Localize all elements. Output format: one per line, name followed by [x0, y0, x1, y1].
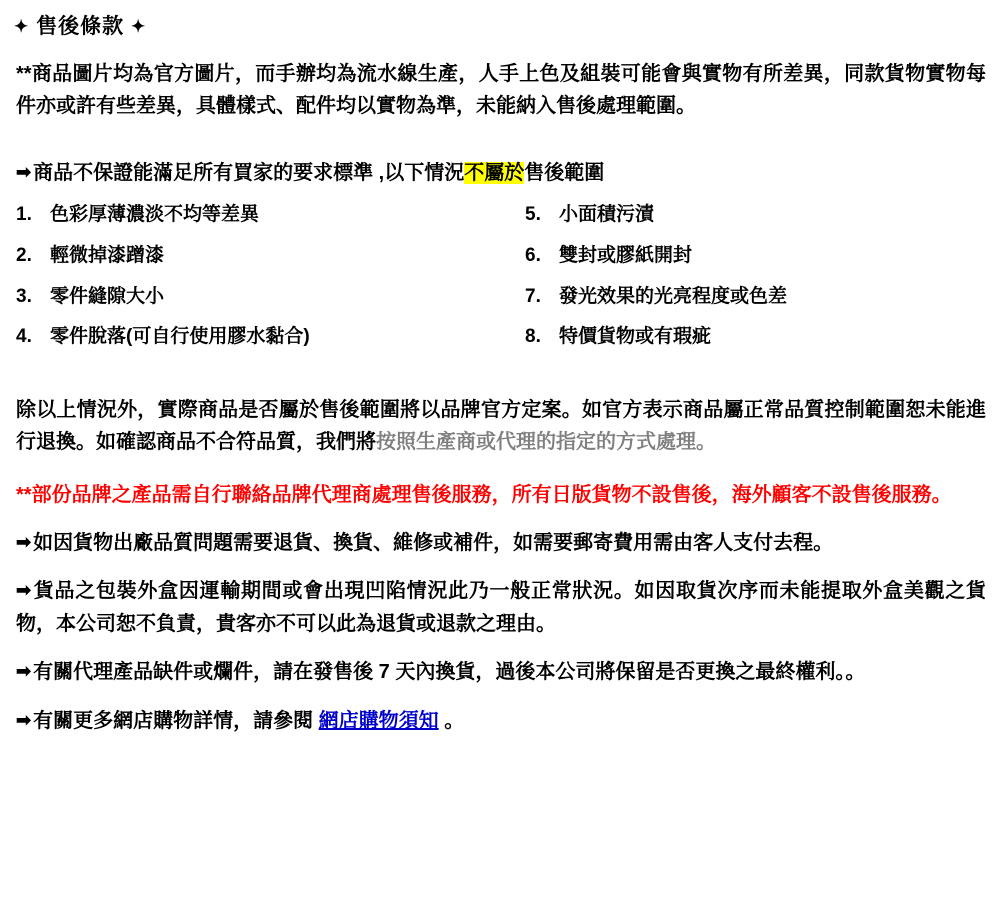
page-title	[14, 10, 1002, 40]
list-item-number: 6.	[525, 244, 541, 266]
list-item-number: 7.	[525, 285, 541, 307]
bullet-more-info-before: 有關更多網店購物詳情，請參閱	[33, 709, 319, 732]
list-item-label: 發光效果的光亮程度或色差	[559, 285, 788, 307]
bullet-more-info	[16, 705, 986, 737]
arrow-right-icon: ➡	[16, 161, 32, 182]
arrow-right-icon: ➡	[16, 532, 32, 553]
exclusion-list-right	[501, 203, 986, 366]
list-item	[525, 203, 986, 228]
list-item-label: 特價貨物或有瑕疵	[559, 326, 712, 348]
exclusion-heading-after: 售後範圍	[524, 161, 605, 184]
list-item-number: 2.	[16, 244, 32, 266]
exclusion-list-left	[16, 203, 501, 366]
list-item	[525, 244, 986, 269]
list-item-label: 小面積污漬	[559, 204, 655, 226]
policy-paragraph	[16, 394, 986, 459]
arrow-right-icon: ➡	[16, 661, 32, 682]
list-item-label: 雙封或膠紙開封	[559, 244, 693, 266]
list-item	[525, 285, 986, 310]
exclusion-heading-highlight: 不屬於	[464, 161, 525, 184]
list-item-number: 3.	[16, 285, 32, 307]
list-item-label: 色彩厚薄濃淡不均等差異	[50, 204, 260, 226]
list-item-number: 8.	[525, 326, 541, 348]
list-item-number: 5.	[525, 204, 541, 226]
bullet-package-condition-text: 貨品之包裝外盒因運輸期間或會出現凹陷情況此乃一般正常狀況。如因取貨次序而未能提取外盒美觀之貨物，本公司恕不負責，貴客亦不可以此為退貨或退款之理由。	[16, 580, 986, 635]
list-item	[16, 244, 501, 269]
document-page	[0, 10, 1002, 902]
policy-paragraph-part2: 按照生產商或代理的指定的方式處理。	[376, 431, 716, 454]
page-title-text: 售後條款	[36, 15, 125, 38]
list-item-label: 零件脫落(可自行使用膠水黏合)	[50, 326, 310, 348]
intro-paragraph: **商品圖片均為官方圖片，而手辦均為流水線生產，人手上色及組裝可能會與實物有所差異，同款貨物實物每件亦或許有些差異，具體樣式、配件均以實物為準，未能納入售後處理範圍。	[16, 63, 986, 118]
list-item	[525, 325, 986, 350]
bullet-shipping-fee-text: 如因貨物出廠品質問題需要退貨、換貨、維修或補件，如需要郵寄費用需由客人支付去程。	[33, 532, 834, 555]
star-left-icon: ✦	[14, 17, 30, 36]
list-item-label: 零件縫隙大小	[50, 285, 165, 307]
bullet-package-condition	[16, 575, 986, 640]
list-item	[16, 325, 501, 350]
list-item-label: 輕微掉漆蹭漆	[50, 244, 165, 266]
list-item-number: 4.	[16, 326, 32, 348]
exclusion-heading	[16, 157, 986, 189]
list-item	[16, 203, 501, 228]
exclusion-lists	[16, 203, 986, 366]
shop-guide-link[interactable]: 網店購物須知	[318, 709, 439, 732]
red-notice: **部份品牌之產品需自行聯絡品牌代理商處理售後服務，所有日版貨物不設售後，海外顧客不設售後服務。	[16, 483, 952, 506]
exclusion-heading-before: 商品不保證能滿足所有買家的要求標準 ,以下情況	[33, 161, 465, 184]
bullet-more-info-after: 。	[438, 709, 465, 732]
bullet-shipping-fee	[16, 527, 986, 559]
arrow-right-icon: ➡	[16, 580, 32, 601]
star-right-icon: ✦	[130, 17, 147, 36]
policy-paragraph-part1: 除以上情況外，實際商品是否屬於售後範圍將以品牌官方定案。如官方表示商品屬正常品質控制範圍恕未能進行退換。如確認商品不合符品質，我們將	[16, 398, 986, 454]
list-item-number: 1.	[16, 204, 32, 226]
arrow-right-icon: ➡	[16, 709, 32, 730]
list-item	[16, 285, 501, 310]
bullet-missing-parts-text: 有關代理產品缺件或爛件，請在發售後 7 天內換貨，過後本公司將保留是否更換之最終權利。。	[33, 661, 866, 684]
bullet-missing-parts	[16, 656, 986, 688]
